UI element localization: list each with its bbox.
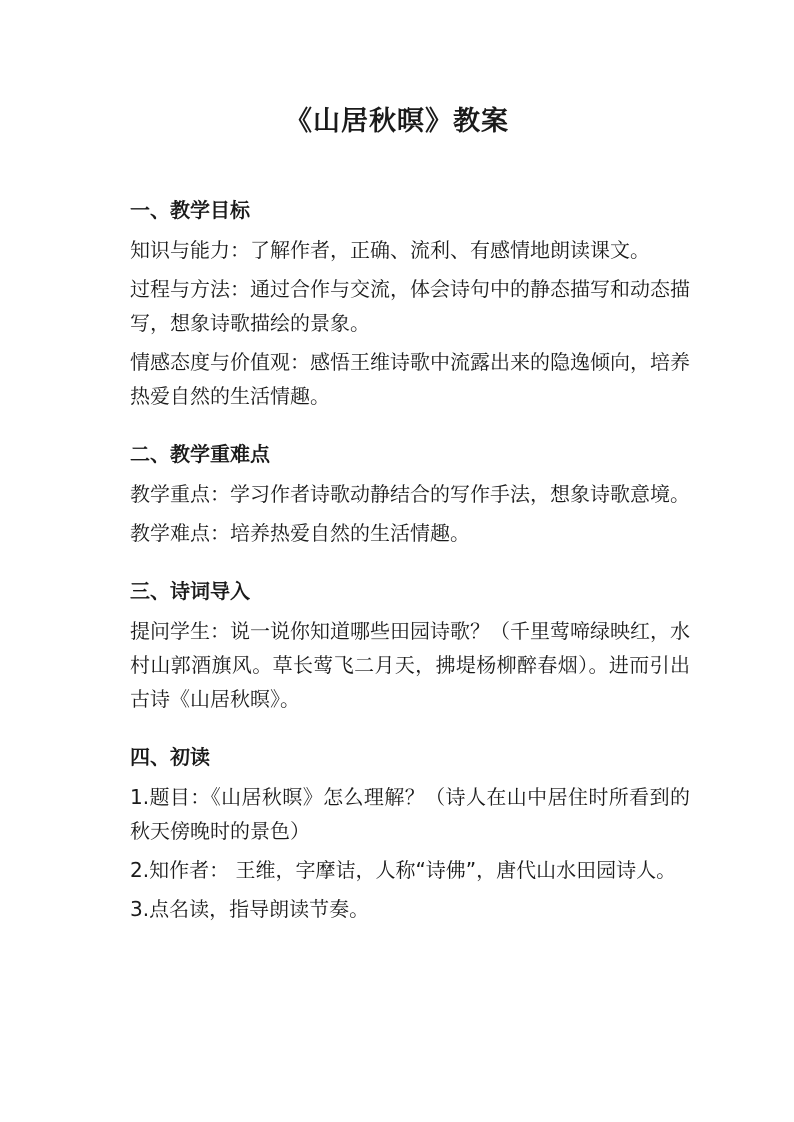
paragraph-difficult-point: 教学难点：培养热爱自然的生活情趣。 [130, 521, 470, 545]
paragraph-question-students: 提问学生：说一说你知道哪些田园诗歌？（千里莺啼绿映红，水村山郭酒旗风。草长莺飞二月天，拂堤杨柳醉春烟）。进而引出古诗《山居秋暝》。 [130, 619, 690, 711]
section-teaching-goals [130, 195, 690, 413]
paragraph-process-method: 过程与方法：通过合作与交流，体会诗句中的静态描写和动态描写，想象诗歌描绘的景象。 [130, 277, 690, 335]
paragraph-title-understanding: 1.题目：《山居秋暝》怎么理解？（诗人在山中居住时所看到的秋天傍晚时的景色） [130, 785, 690, 843]
paragraph-key-point: 教学重点：学习作者诗歌动静结合的写作手法，想象诗歌意境。 [130, 482, 690, 506]
section-heading: 一、教学目标 [130, 198, 250, 222]
section-key-difficult-points [130, 439, 690, 550]
section-heading: 三、诗词导入 [130, 579, 250, 603]
paragraph-knowledge-ability: 知识与能力：了解作者，正确、流利、有感情地朗读课文。 [130, 238, 650, 262]
paragraph-emotion-values: 情感态度与价值观：感悟王维诗歌中流露出来的隐逸倾向，培养热爱自然的生活情趣。 [130, 350, 690, 408]
section-first-reading [130, 742, 690, 926]
section-heading: 四、初读 [130, 745, 210, 769]
section-poem-introduction [130, 576, 690, 716]
document-body [130, 195, 690, 952]
paragraph-know-author: 2.知作者： 王维，字摩诘，人称“诗佛”，唐代山水田园诗人。 [130, 858, 677, 882]
section-heading: 二、教学重难点 [130, 442, 270, 466]
document-title: 《山居秋暝》教案 [285, 106, 509, 137]
paragraph-reading-rhythm: 3.点名读，指导朗读节奏。 [130, 897, 370, 921]
